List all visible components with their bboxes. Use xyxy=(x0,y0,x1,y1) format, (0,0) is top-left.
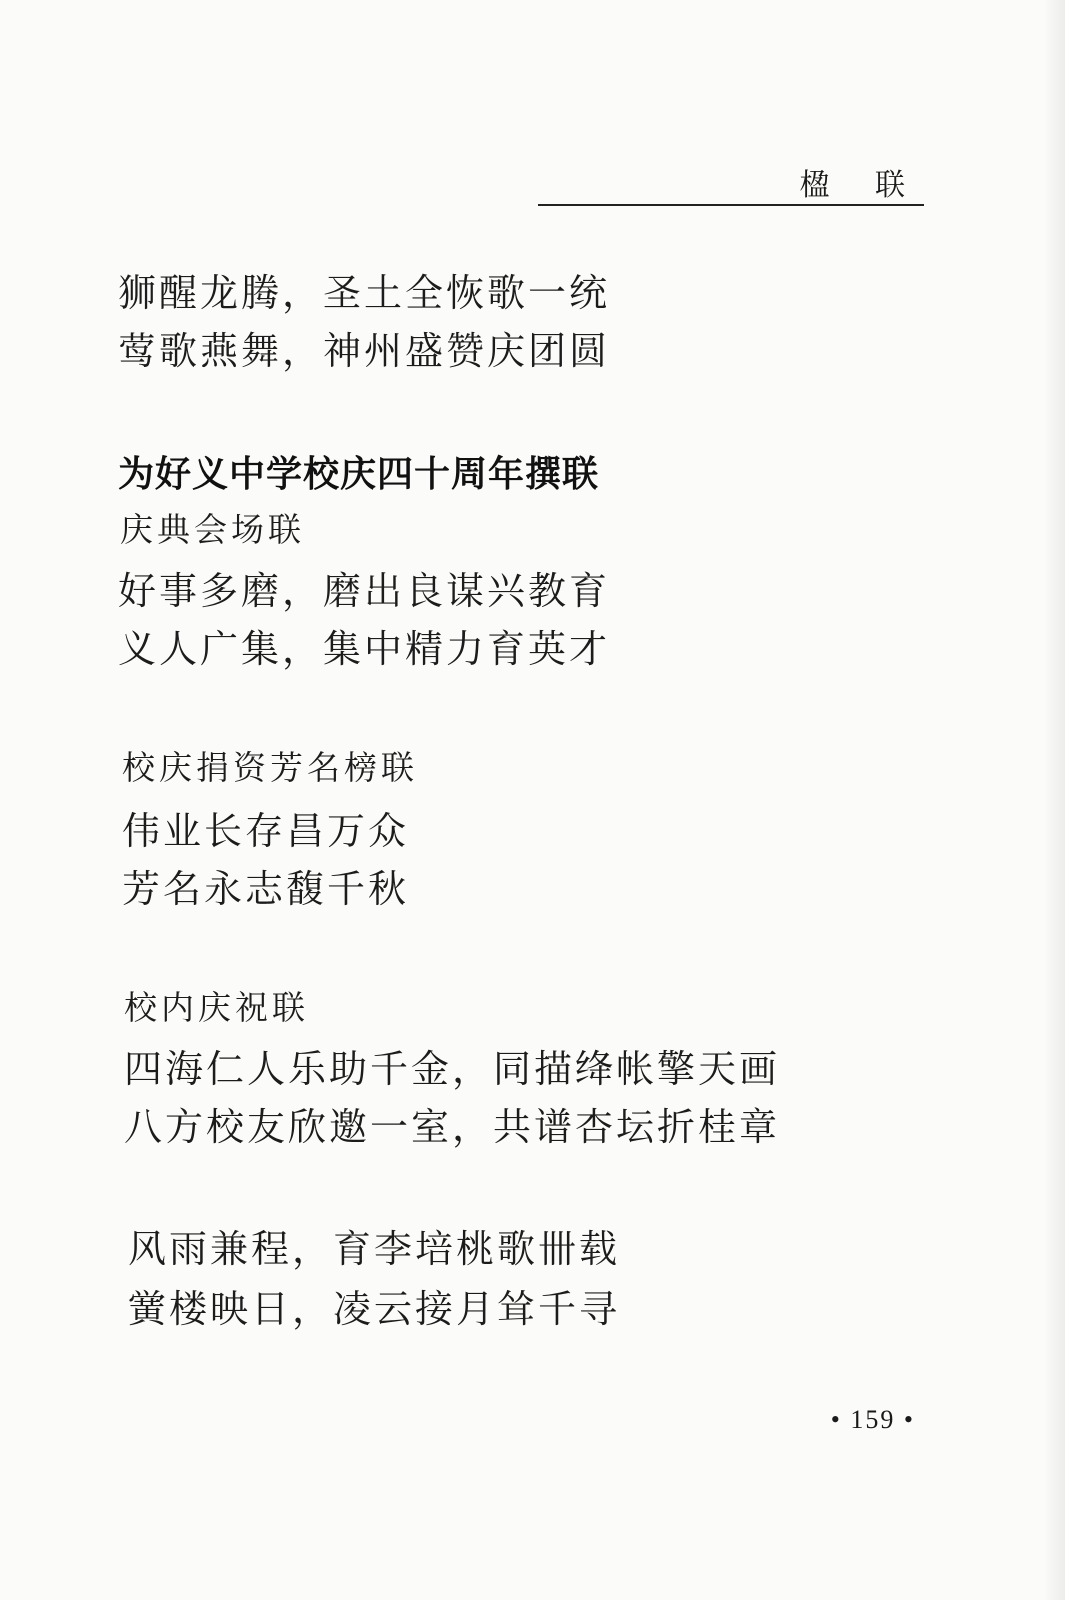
couplet-line: 义人广集，集中精力育英才 xyxy=(118,627,611,671)
couplet-line: 伟业长存昌万众 xyxy=(122,809,410,853)
subsection-title: 校庆捐资芳名榜联 xyxy=(122,748,418,787)
couplet-line: 芳名永志馥千秋 xyxy=(122,867,410,911)
couplet-line: 风雨兼程，育李培桃歌卌载 xyxy=(128,1227,621,1271)
couplet-line: 莺歌燕舞，神州盛赞庆团圆 xyxy=(118,329,611,373)
couplet-line: 狮醒龙腾，圣土全恢歌一统 xyxy=(118,271,611,315)
header-rule xyxy=(538,204,924,206)
page-number: • 159 • xyxy=(830,1405,915,1434)
couplet-line: 黉楼映日，凌云接月耸千寻 xyxy=(128,1287,621,1331)
couplet-line: 四海仁人乐助千金，同描绛帐擎天画 xyxy=(124,1047,781,1091)
subsection-title: 校内庆祝联 xyxy=(124,988,309,1027)
running-header-title: 楹 联 xyxy=(799,168,923,203)
couplet-line: 好事多磨，磨出良谋兴教育 xyxy=(118,569,611,613)
page-edge-shadow xyxy=(1043,0,1065,1600)
section-title: 为好义中学校庆四十周年撰联 xyxy=(118,454,600,495)
subsection-title: 庆典会场联 xyxy=(120,510,305,549)
couplet-line: 八方校友欣邀一室，共谱杏坛折桂章 xyxy=(124,1105,781,1149)
